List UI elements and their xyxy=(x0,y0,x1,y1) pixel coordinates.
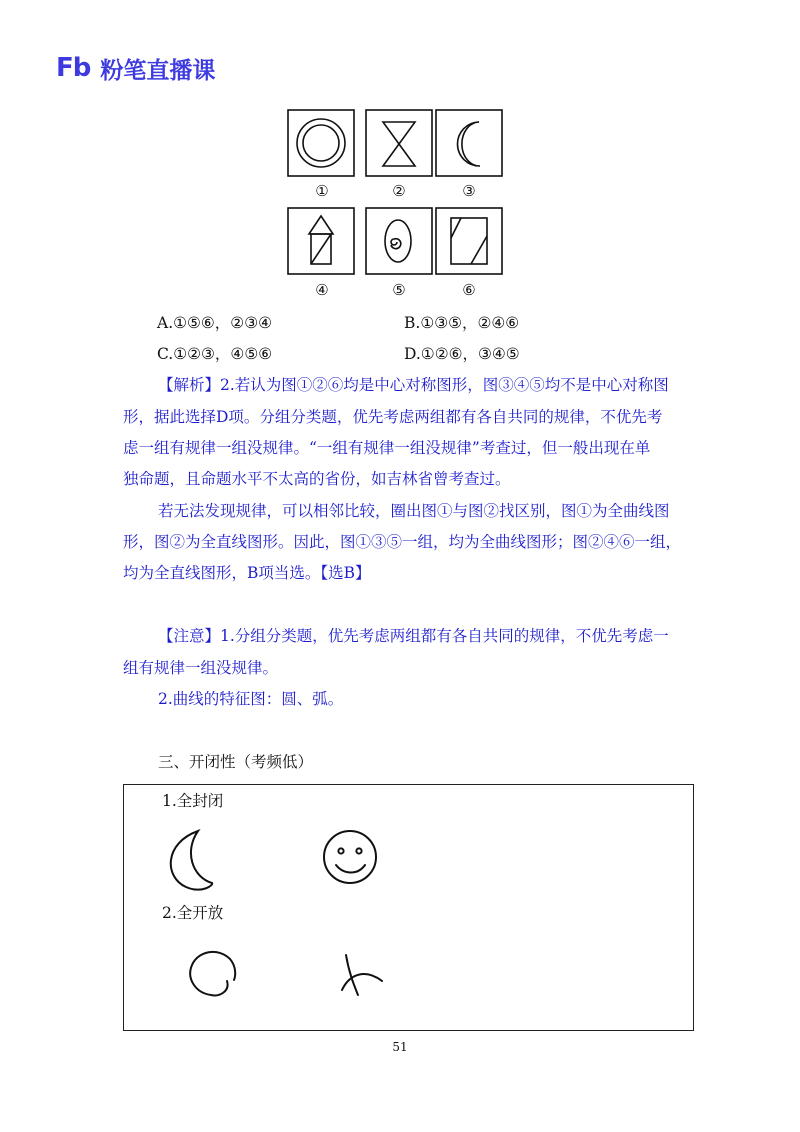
option-b: B.①③⑤，②④⑥ xyxy=(404,314,520,332)
analysis-line-4: 独命题，且命题水平不太高的省份，如吉林省曾考查过。 xyxy=(123,470,511,488)
figure-label-3: ③ xyxy=(462,182,476,200)
open-circle-shape xyxy=(190,952,235,995)
analysis-line-2: 形，据此选择D项。分组分类题，优先考虑两组都有各自共同的规律，不优先考 xyxy=(123,408,663,426)
analysis-line-6: 形，图②为全直线图形。因此，图①③⑤一组，均为全曲线图形；图②④⑥一组， xyxy=(123,533,682,551)
brand-logo xyxy=(56,50,215,86)
box-label-closed: 1.全封闭 xyxy=(162,792,224,810)
example-shapes xyxy=(124,785,693,1030)
smiley-left-eye xyxy=(338,848,343,853)
figure-label-2: ② xyxy=(392,182,406,200)
logo-mark: Fb xyxy=(56,53,91,83)
analysis-line-1: 【解析】2.若认为图①②⑥均是中心对称图形，图③④⑤均不是中心对称图 xyxy=(158,376,669,394)
figure-box-1 xyxy=(288,110,354,176)
figure-label-6: ⑥ xyxy=(462,281,476,299)
open-cross-stroke-2 xyxy=(342,974,382,990)
box-label-open: 2.全开放 xyxy=(162,904,224,922)
circle-inner-shape xyxy=(303,125,339,161)
option-c: C.①②③，④⑤⑥ xyxy=(157,345,273,363)
analysis-line-3: 虑一组有规律一组没规律。“一组有规律一组没规律”考查过，但一般出现在单 xyxy=(123,439,651,457)
option-d: D.①②⑥，③④⑤ xyxy=(404,345,520,363)
figure-box-5 xyxy=(366,208,432,274)
analysis-line-5: 若无法发现规律，可以相邻比较，圈出图①与图②找区别，图①为全曲线图 xyxy=(158,502,670,520)
figure-label-1: ① xyxy=(315,182,329,200)
note-line-3: 2.曲线的特征图：圆、弧。 xyxy=(158,690,344,708)
smiley-mouth xyxy=(336,865,365,873)
smiley-face-shape xyxy=(324,831,376,883)
ellipse-shape xyxy=(385,220,411,262)
crescent-shape xyxy=(457,122,480,166)
option-a: A.①⑤⑥，②③④ xyxy=(157,314,272,332)
note-line-1: 【注意】1.分组分类题，优先考虑两组都有各自共同的规律，不优先考虑一 xyxy=(158,627,669,645)
diagonal-line-a xyxy=(451,218,461,238)
brand-name: 粉笔直播课 xyxy=(100,57,216,84)
closed-crescent-shape xyxy=(171,831,212,890)
smiley-right-eye xyxy=(356,848,361,853)
analysis-line-7: 均为全直线图形，B项当选。【选B】 xyxy=(123,564,371,582)
circle-outer-shape xyxy=(297,119,345,167)
figure-label-5: ⑤ xyxy=(392,281,406,299)
page-number: 51 xyxy=(392,1040,408,1054)
figure-box-3 xyxy=(436,110,502,176)
section-title: 三、开闭性（考频低） xyxy=(158,753,314,771)
hourglass-shape xyxy=(383,122,415,166)
diagonal-line-b xyxy=(471,236,487,264)
example-box xyxy=(123,784,694,1031)
rect-shape xyxy=(451,218,487,264)
spiral-shape xyxy=(391,239,401,249)
puzzle-figure xyxy=(286,108,516,300)
diagonal-line xyxy=(311,234,331,264)
triangle-shape xyxy=(309,216,333,234)
figure-label-4: ④ xyxy=(315,281,329,299)
note-line-2: 组有规律一组没规律。 xyxy=(123,659,279,677)
